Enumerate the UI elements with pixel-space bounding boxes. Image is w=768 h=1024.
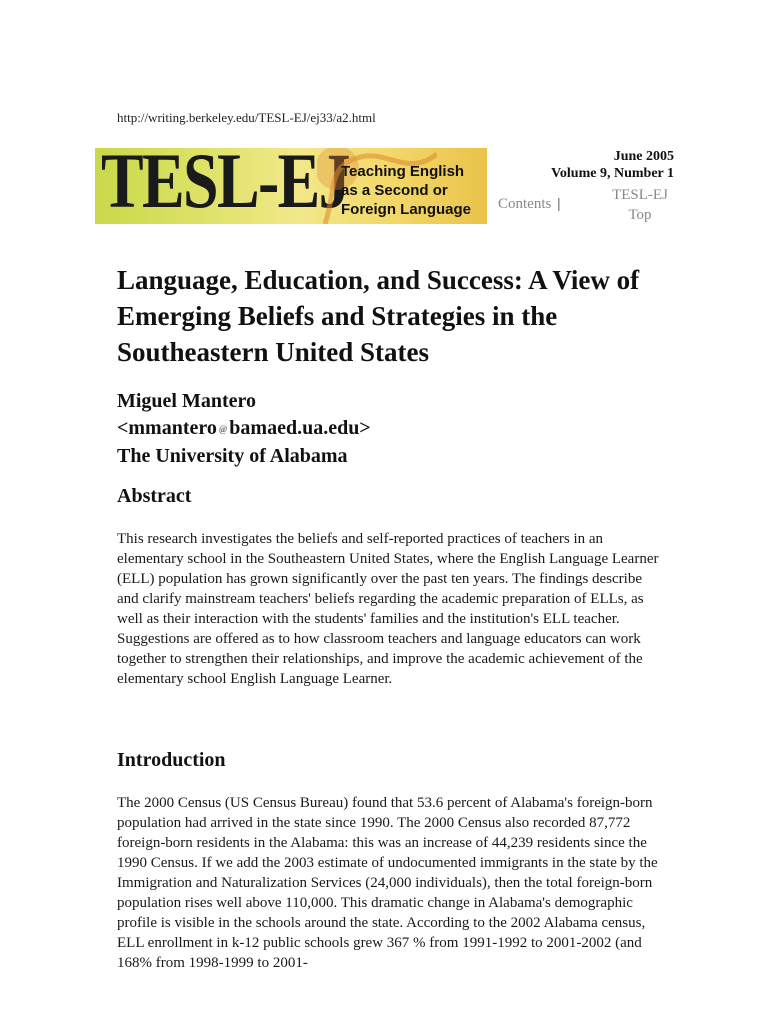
abstract-text: This research investigates the beliefs and self-reported practices of teachers in an elementary school in the Southeastern United States, where the English Language Learner (ELL) population has grown significantly over the past ten years. The findings describe and clarify mainstream teachers' beliefs regarding the academic preparation of ELLs, as well as their interaction with the students' families and the institution's ELL teacher. Suggestions are offered as to how classroom teachers and language educators can work together to strengthen their relationships, and improve the academic achievement of the elementary school English Language Learner. [117, 531, 659, 687]
banner-tagline [341, 162, 471, 219]
issue-date: June 2005 [613, 149, 674, 164]
abstract-heading: Abstract [117, 485, 192, 507]
email-at-icon: @ [218, 423, 228, 434]
tagline-line-3: Foreign Language [341, 201, 472, 218]
author-name: Miguel Mantero [117, 390, 257, 412]
tesl-ej-top-link[interactable] [600, 185, 680, 225]
introduction-text: The 2000 Census (US Census Bureau) found that 53.6 percent of Alabama's foreign-born population had arrived in the state since 1990. The 2000 Census also recorded 87,772 foreign-born residents in the Alabama: this was an increase of 44,239 residents since the 1990 Census. If we add the 2003 estimate of undocumented immigrants in the state by the Immigration and Naturalization Services (24,000 individuals), then the total foreign-born population rises well above 110,000. This dramatic change in Alabama's demographic profile is visible in the schools around the state. According to the 2002 Alabama census, ELL enrollment in k-12 public schools grew 367 % from 1991-1992 to 2001-2002 (and 168% from 1998-1999 to 2001- [117, 795, 658, 971]
email-domain: bamaed.ua.edu> [229, 417, 371, 439]
top-link-line-1: TESL-EJ [612, 187, 668, 203]
author-email[interactable] [117, 415, 371, 443]
tagline-line-1: Teaching English [341, 163, 465, 180]
nav-separator: | [557, 196, 561, 212]
contents-nav [498, 196, 560, 213]
tesl-ej-banner[interactable] [95, 148, 487, 224]
banner-logo-text: TESL-EJ [101, 148, 350, 224]
issue-volume: Volume 9, Number 1 [551, 166, 674, 181]
contents-link[interactable]: Contents [498, 196, 552, 212]
email-user: <mmantero [117, 417, 217, 439]
issue-info [551, 148, 674, 182]
author-affiliation: The University of Alabama [117, 444, 348, 467]
top-link-line-2: Top [628, 207, 652, 223]
author-block [117, 388, 371, 470]
page-url: http://writing.berkeley.edu/TESL-EJ/ej33/a2.html [117, 110, 376, 125]
tagline-line-2: as a Second or [341, 182, 448, 199]
introduction-heading: Introduction [117, 749, 226, 771]
article-title: Language, Education, and Success: A View of Emerging Beliefs and Strategies in the Southeastern United States [117, 265, 640, 367]
